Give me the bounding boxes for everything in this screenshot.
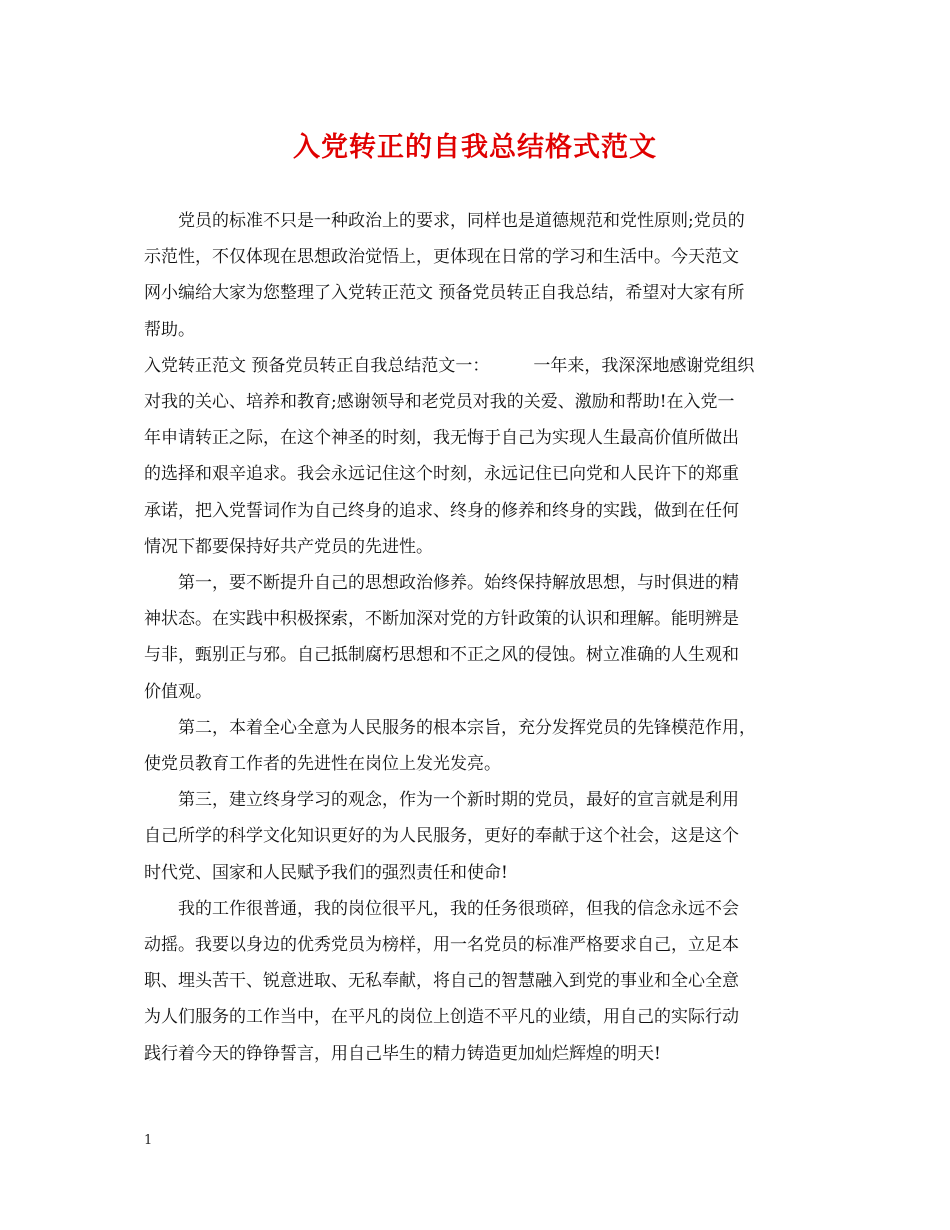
text-line: 第一，要不断提升自己的思想政治修养。始终保持解放思想，与时俱进的精 [178,573,739,594]
text-line: 网小编给大家为您整理了入党转正范文 预备党员转正自我总结，希望对大家有所 [144,283,745,304]
text-line: 动摇。我要以身边的优秀党员为榜样，用一名党员的标准严格要求自己，立足本 [144,935,739,956]
text-line [144,348,806,384]
paragraph-third-point [144,782,806,891]
text-fragment: 一年来，我深深地感谢党组织 [533,355,755,376]
text-line: 党员的标准不只是一种政治上的要求，同样也是道德规范和党性原则;党员的 [178,211,745,231]
text-line: 第三，建立终身学习的观念，作为一个新时期的党员，最好的宣言就是利用 [178,790,739,811]
sample-heading: 入党转正范文 预备党员转正自我总结范文一： [144,355,490,376]
document-body [144,203,806,1072]
text-line: 的选择和艰辛追求。我会永远记住这个时刻，永远记住已向党和人民许下的郑重 [144,464,739,485]
text-line: 践行着今天的铮铮誓言，用自己毕生的精力铸造更加灿烂辉煌的明天! [144,1043,661,1064]
text-line: 我的工作很普通，我的岗位很平凡，我的任务很琐碎，但我的信念永远不会 [178,898,739,919]
text-line: 神状态。在实践中积极探索，不断加深对党的方针政策的认识和理解。能明辨是 [144,609,739,630]
text-line: 价值观。 [144,681,212,702]
text-line: 使党员教育工作者的先进性在岗位上发光发亮。 [144,754,501,775]
paragraph-closing [144,891,806,1072]
text-line: 承诺，把入党誓词作为自己终身的追求、终身的修养和终身的实践，做到在任何 [144,500,739,521]
paragraph-sample-one [144,348,806,565]
paragraph-second-point [144,710,806,782]
text-line: 帮助。 [144,319,195,340]
text-line: 情况下都要保持好共产党员的先进性。 [144,536,433,557]
text-line: 对我的关心、培养和教育;感谢领导和老党员对我的关爱、激励和帮助!在入党一 [144,392,735,413]
paragraph-intro [144,203,806,348]
text-line: 示范性，不仅体现在思想政治觉悟上，更体现在日常的学习和生活中。今天范文 [144,247,739,268]
paragraph-first-point [144,565,806,710]
text-line: 第二，本着全心全意为人民服务的根本宗旨，充分发挥党员的先锋模范作用， [178,717,756,738]
text-line: 职、埋头苦干、锐意进取、无私奉献，将自己的智慧融入到党的事业和全心全意 [144,971,739,992]
text-line: 时代党、国家和人民赋予我们的强烈责任和使命! [144,862,508,883]
text-line: 年申请转正之际，在这个神圣的时刻，我无悔于自己为实现人生最高价值所做出 [144,428,739,449]
document-title: 入党转正的自我总结格式范文 [293,132,657,163]
text-line: 为人们服务的工作当中，在平凡的岗位上创造不平凡的业绩，用自己的实际行动 [144,1007,739,1028]
text-line: 与非，甄别正与邪。自己抵制腐朽思想和不正之风的侵蚀。树立准确的人生观和 [144,645,739,666]
page-number: 1 [144,1133,153,1148]
text-line: 自己所学的科学文化知识更好的为人民服务，更好的奉献于这个社会，这是这个 [144,826,739,847]
